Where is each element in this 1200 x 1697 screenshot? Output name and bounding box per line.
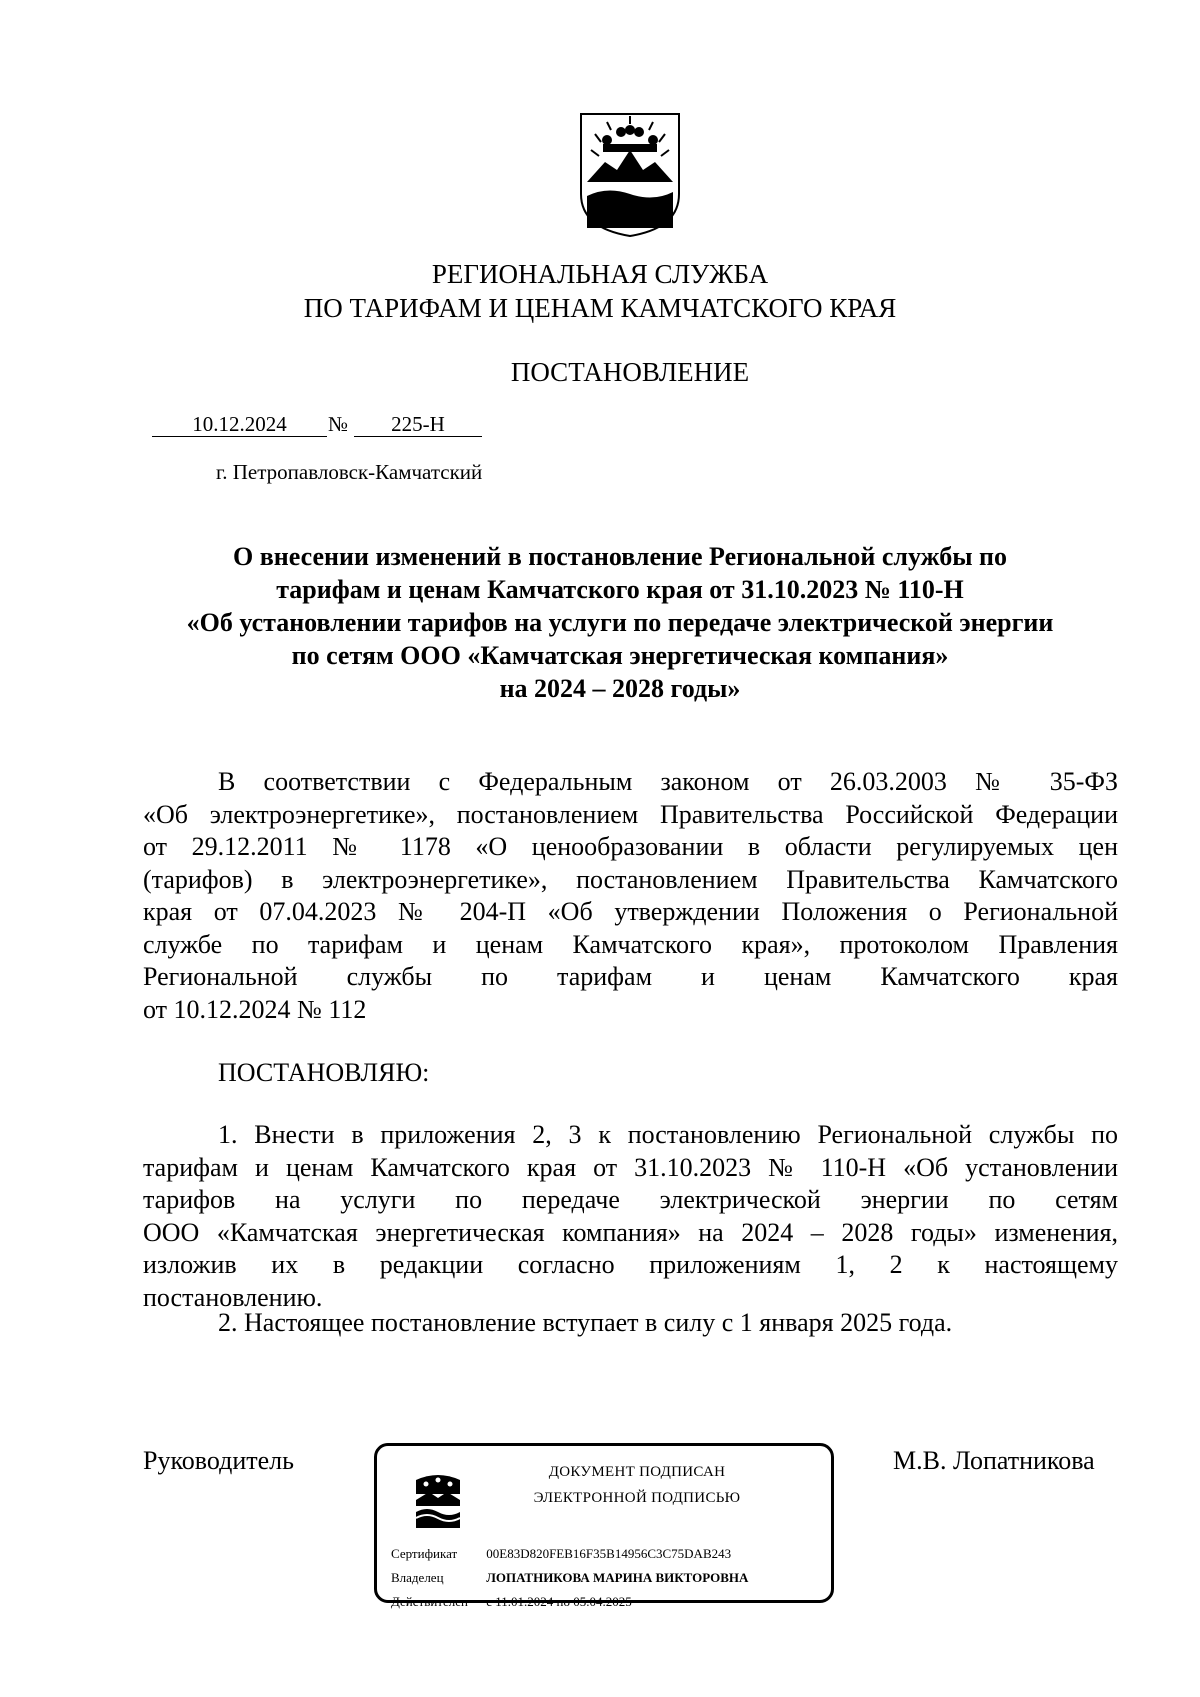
owner-row: [391, 1570, 748, 1586]
certificate-value: 00E83D820FEB16F35B14956C3C75DAB243: [486, 1546, 732, 1561]
preamble-line: «Об электроэнергетике», постановлением Правительства Российской Федерации: [143, 799, 1118, 829]
electronic-signature-stamp: [374, 1443, 834, 1609]
item-1-line: тарифов на услуги по передаче электрической энергии по сетям: [143, 1185, 1118, 1214]
preamble-line: края от 07.04.2023 № 204-П «Об утверждении Положения о Региональной: [143, 897, 1118, 926]
validity-row: [391, 1594, 632, 1610]
preamble-line: от 29.12.2011 № 1178 «О ценообразовании в области регулируемых цен: [143, 832, 1118, 861]
preamble-line: от 10.12.2024 № 112: [143, 994, 367, 1024]
document-number: 225-Н: [354, 412, 482, 437]
preamble-line: (тарифов) в электроэнергетике», постановлением Правительства Камчатского: [143, 864, 1118, 894]
item-1-paragraph: [143, 1119, 1118, 1314]
stamp-title-line2: ЭЛЕКТРОННОЙ ПОДПИСЬЮ: [533, 1490, 741, 1506]
heading-line: О внесении изменений в постановление Региональной службы по: [233, 542, 1007, 571]
kamchatka-emblem-icon: [413, 1472, 463, 1530]
preamble-line: Региональной службы по тарифам и ценам Камчатского края: [143, 962, 1118, 991]
heading-line: на 2024 – 2028 годы»: [499, 674, 741, 703]
signatory-role: Руководитель: [143, 1446, 294, 1475]
preamble-paragraph: [143, 766, 1118, 1026]
heading-line: тарифам и ценам Камчатского края от 31.10.2023 № 110-Н: [276, 575, 964, 604]
validity-label: Действителен: [391, 1594, 468, 1609]
heading-line: «Об установлении тарифов на услуги по передаче электрической энергии: [186, 608, 1054, 637]
preamble-line: В соответствии с Федеральным законом от 26.03.2003 № 35-ФЗ: [218, 767, 1118, 796]
document-type: ПОСТАНОВЛЕНИЕ: [510, 357, 750, 387]
certificate-row: [391, 1546, 731, 1562]
item-1-line: изложив их в редакции согласно приложениям 1, 2 к настоящему: [143, 1250, 1118, 1279]
document-date: 10.12.2024: [152, 412, 327, 437]
kamchatka-coat-of-arms-icon: [577, 110, 683, 238]
organization-name-line2: ПО ТАРИФАМ И ЦЕНАМ КАМЧАТСКОГО КРАЯ: [303, 293, 897, 323]
item-1-line: постановлению.: [143, 1282, 323, 1312]
certificate-label: Сертификат: [391, 1546, 458, 1561]
signatory-name: М.В. Лопатникова: [893, 1446, 1095, 1475]
preamble-line: службе по тарифам и ценам Камчатского края», протоколом Правления: [143, 929, 1118, 959]
city: г. Петропавловск-Камчатский: [216, 460, 483, 484]
item-1-line: ООО «Камчатская энергетическая компания» на 2024 – 2028 годы» изменения,: [143, 1217, 1118, 1247]
number-sign: №: [328, 412, 349, 436]
stamp-title-line1: ДОКУМЕНТ ПОДПИСАН: [548, 1464, 726, 1480]
document-heading: [140, 540, 1100, 705]
item-2-paragraph: 2. Настоящее постановление вступает в силу с 1 января 2025 года.: [218, 1308, 953, 1337]
organization-name-line1: РЕГИОНАЛЬНАЯ СЛУЖБА: [431, 259, 769, 289]
resolve-heading: ПОСТАНОВЛЯЮ:: [218, 1058, 430, 1087]
validity-value: с 11.01.2024 по 05.04.2025: [486, 1594, 632, 1609]
owner-label: Владелец: [391, 1570, 444, 1585]
item-1-line: тарифам и ценам Камчатского края от 31.10.2023 № 110-Н «Об установлении: [143, 1152, 1118, 1182]
heading-line: по сетям ООО «Камчатская энергетическая компания»: [291, 641, 949, 670]
owner-value: ЛОПАТНИКОВА МАРИНА ВИКТОРОВНА: [486, 1570, 749, 1585]
item-1-line: 1. Внести в приложения 2, 3 к постановлению Региональной службы по: [218, 1120, 1118, 1149]
